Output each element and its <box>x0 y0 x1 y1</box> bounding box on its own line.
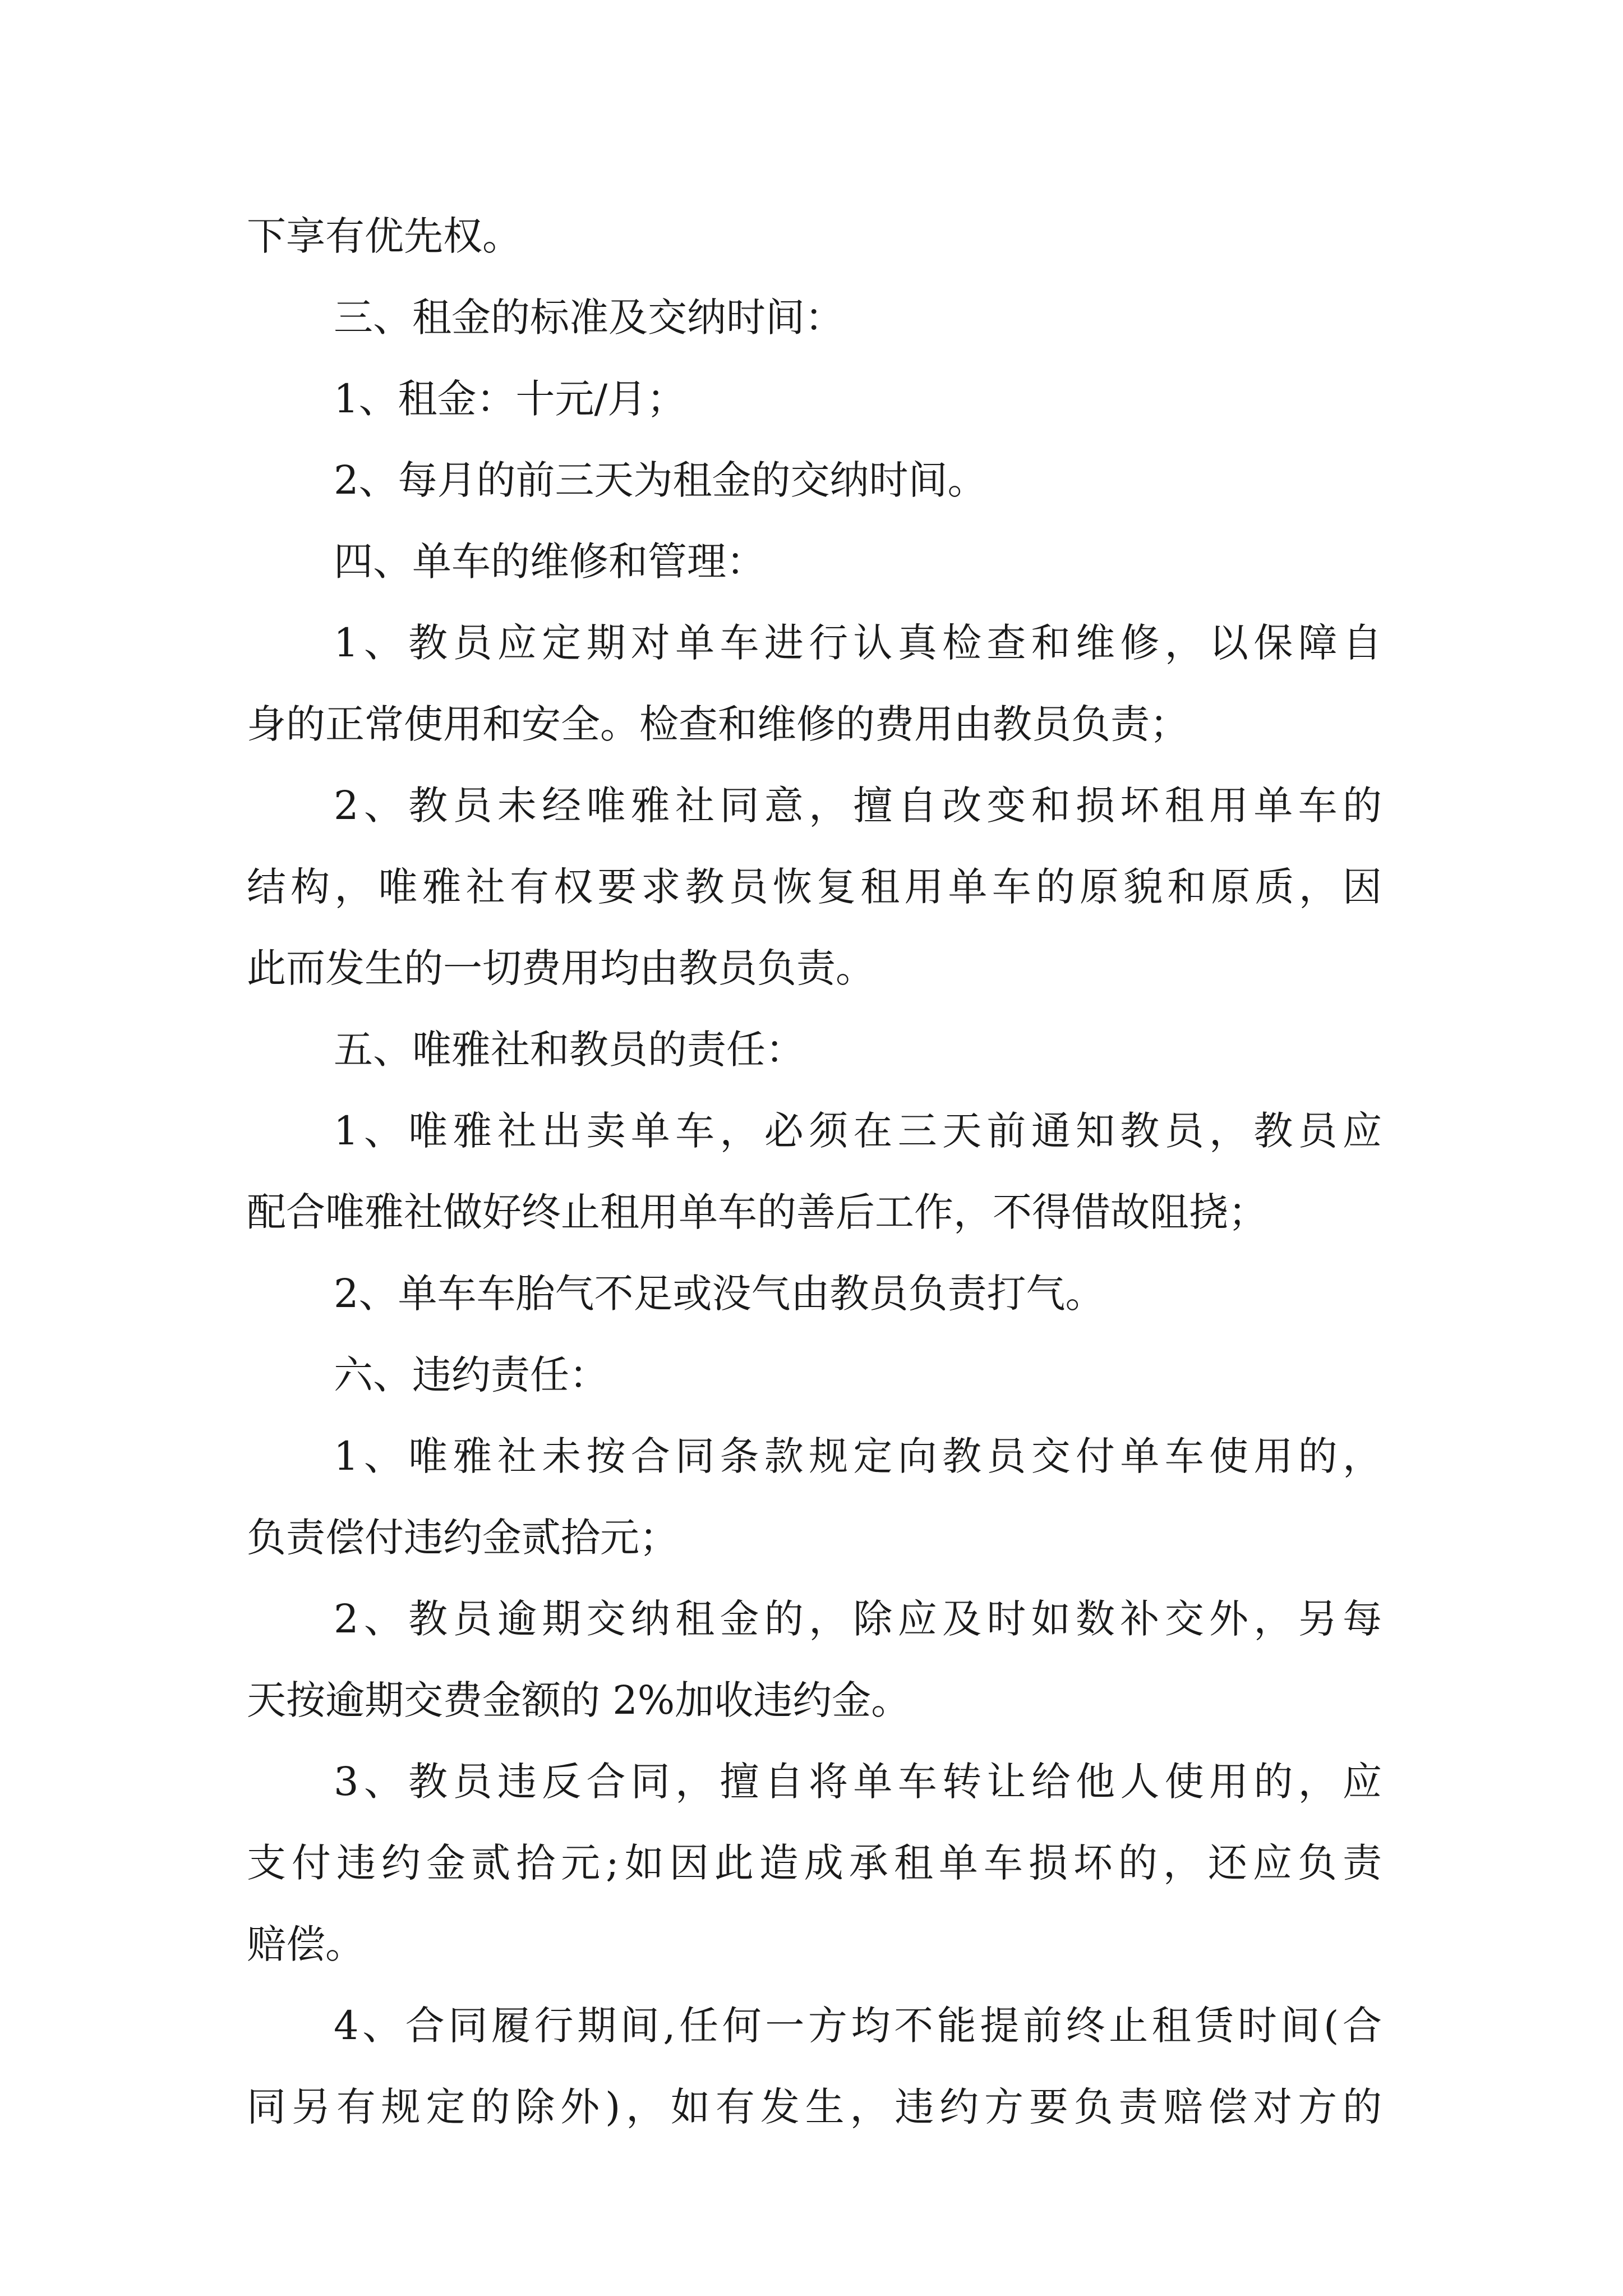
text-line: 支付违约金贰拾元;如因此造成承租单车损坏的，还应负责 <box>247 1840 1382 1886</box>
text-line: 1、租金：十元/月； <box>334 376 686 422</box>
text-line: 1、唯雅社未按合同条款规定向教员交付单车使用的， <box>334 1433 1382 1479</box>
text-line: 同另有规定的除外)，如有发生，违约方要负责赔偿对方的 <box>247 2084 1382 2130</box>
text-line: 2、单车车胎气不足或没气由教员负责打气。 <box>334 1271 1105 1317</box>
text-line: 负责偿付违约金贰拾元； <box>247 1515 679 1561</box>
text-line: 配合唯雅社做好终止租用单车的善后工作，不得借故阻挠； <box>247 1189 1267 1235</box>
text-line: 1、教员应定期对单车进行认真检查和维修，以保障自 <box>334 620 1382 666</box>
text-line: 1、唯雅社出卖单车，必须在三天前通知教员，教员应 <box>334 1108 1382 1154</box>
section-heading: 四、单车的维修和管理： <box>334 539 766 585</box>
text-line: 下享有优先权。 <box>247 213 522 259</box>
text-line: 2、每月的前三天为租金的交纳时间。 <box>334 457 987 503</box>
section-heading: 三、租金的标准及交纳时间： <box>334 295 844 341</box>
section-heading: 五、唯雅社和教员的责任： <box>334 1027 805 1073</box>
text-line: 此而发生的一切费用均由教员负责。 <box>247 945 875 991</box>
text-line: 天按逾期交费金额的 2%加收违约金。 <box>247 1677 911 1723</box>
text-line: 3、教员违反合同，擅自将单车转让给他人使用的，应 <box>334 1759 1382 1805</box>
text-line: 结构，唯雅社有权要求教员恢复租用单车的原貌和原质，因 <box>247 864 1382 910</box>
text-line: 赔偿。 <box>247 1921 365 1967</box>
text-line: 4、合同履行期间,任何一方均不能提前终止租赁时间(合 <box>334 2003 1382 2049</box>
text-line: 2、教员逾期交纳租金的，除应及时如数补交外，另每 <box>334 1596 1382 1642</box>
text-line: 身的正常使用和安全。检查和维修的费用由教员负责； <box>247 701 1189 747</box>
section-heading: 六、违约责任： <box>334 1352 608 1398</box>
text-line: 2、教员未经唯雅社同意，擅自改变和损坏租用单车的 <box>334 783 1382 829</box>
